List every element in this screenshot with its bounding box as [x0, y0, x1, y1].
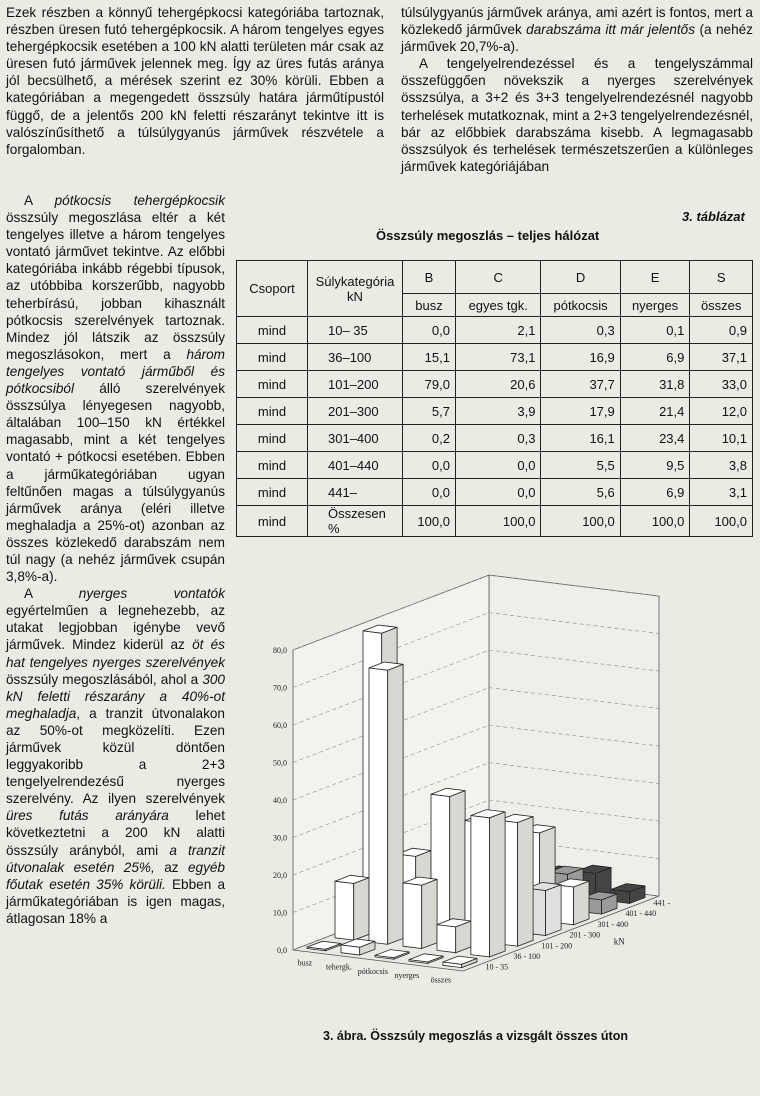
table-row — [237, 425, 753, 452]
cell-sulykategoria: 401–440 — [308, 452, 403, 479]
cell-csoport: mind — [237, 425, 308, 452]
y-tick-label: 50,0 — [273, 758, 287, 768]
header-csoport: Csoport — [237, 261, 308, 317]
cell-value: 9,5 — [620, 452, 690, 479]
data-table — [236, 260, 753, 537]
table-row — [237, 371, 753, 398]
cell-value: 20,6 — [455, 371, 540, 398]
cell-value: 0,0 — [403, 317, 456, 344]
bar-side — [518, 817, 534, 947]
depth-category-label: 441 - — [653, 898, 671, 908]
cell-value: 5,7 — [403, 398, 456, 425]
header-name: összes — [690, 294, 753, 317]
y-tick-label: 0,0 — [277, 946, 287, 955]
cell-sulykategoria: 441– — [308, 479, 403, 506]
cell-value: 12,0 — [690, 398, 753, 425]
italic-text: három tengelyes vontató járműből és pótkocsiból — [6, 346, 225, 397]
cell-value: 16,9 — [541, 344, 620, 371]
cell-value: 3,9 — [455, 398, 540, 425]
cell-value: 0,0 — [455, 452, 540, 479]
cell-sulykategoria: 101–200 — [308, 371, 403, 398]
table-row — [237, 344, 753, 371]
depth-category-label: 10 - 35 — [485, 962, 509, 972]
depth-category-label: 301 - 400 — [597, 919, 629, 929]
cell-value: 6,9 — [620, 479, 690, 506]
cell-value: 0,9 — [690, 317, 753, 344]
italic-text: 300 kN feletti részarány a 40%-ot meghaladja — [6, 671, 225, 721]
cell-value: 0,2 — [403, 425, 456, 452]
paragraph: A tengelyelrendezéssel és a tengelyszámmal összefüggően növekszik a nyerges szerelvények összsúlya, a 3+2 és 3+3 tengelyelrendezésnél nagyobb terhelések mutatkoznak, mint a 2+3 tengelyelrendezésnél, bár az előbbiek darabszáma kisebb. A legmagasabb összsúlyok és terhelések természetszerűen a különleges járművek kategóriájában — [401, 56, 753, 174]
cell-value: 0,0 — [403, 452, 456, 479]
cell-value: 16,1 — [541, 425, 620, 452]
table-body — [237, 317, 753, 537]
table-caption: 3. táblázat — [682, 209, 745, 224]
depth-category-label: 36 - 100 — [513, 952, 541, 961]
cell-sulykategoria: 10– 35 — [308, 317, 403, 344]
header-letter: S — [690, 261, 753, 294]
cell-value: 79,0 — [403, 371, 456, 398]
cell-value: 3,8 — [690, 452, 753, 479]
cell-value: 15,1 — [403, 344, 456, 371]
bar-side — [546, 885, 562, 936]
cell-csoport: mind — [237, 398, 308, 425]
figure-caption: 3. ábra. Összsúly megoszlás a vizsgált összes úton — [323, 1029, 628, 1043]
cell-value: 0,0 — [403, 479, 456, 506]
cell-value: 5,5 — [541, 452, 620, 479]
header-letter: C — [455, 261, 540, 294]
cell-value: 10,1 — [690, 425, 753, 452]
cell-value: 100,0 — [690, 506, 753, 537]
y-tick-label: 60,0 — [273, 721, 287, 730]
cell-value: 2,1 — [455, 317, 540, 344]
paragraph-potkocsis — [6, 192, 225, 585]
italic-text: üres futás arányára — [6, 808, 169, 824]
cell-value: 73,1 — [455, 344, 540, 371]
cell-csoport: mind — [237, 317, 308, 344]
text: A — [24, 193, 55, 208]
table-row — [237, 452, 753, 479]
table-row — [237, 398, 753, 425]
y-tick-label: 20,0 — [273, 871, 287, 880]
cell-value: 33,0 — [690, 371, 753, 398]
header-name: busz — [403, 294, 456, 317]
cell-value: 100,0 — [455, 506, 540, 537]
cell-csoport: mind — [237, 506, 308, 537]
bar-side — [354, 878, 369, 941]
table-row — [237, 317, 753, 344]
header-letter: E — [620, 261, 690, 294]
bar-side — [450, 791, 465, 938]
text: az — [154, 859, 188, 875]
text: , a tranzit útvonalakon az 50%-ot megközelíti. Ezen járművek közül döntően leggyakoribb a 2+3 tengelyelrendezésű nyerges szerelvény. Az ilyen szerelvények — [6, 705, 225, 807]
cell-value: 37,1 — [690, 344, 753, 371]
header-letter: B — [403, 261, 456, 294]
text: lehet következtetni a 200 kN alatti összsúly arányból, ami — [6, 808, 225, 858]
italic-text: pótkocsis tehergépkocsik — [54, 193, 225, 208]
paragraph-nyerges — [6, 585, 225, 927]
header-sulykategoria: Súlykategória kN — [308, 261, 403, 317]
text: álló szerelvények összsúlya lényegesen nagyobb, általában 100–150 kN értékkel magasabb, mint a két tengelyes vontató + pótkocsi esetében. Ebben a járműkategóriában ugyan feltűnően magas a túlsúlygyanús járművek aránya (eléri illetve meghaladja a 25%-ot) azonban az összes közlekedő darabszám nem túl nagy (a nehéz járművek csupán 3,8%-a). — [6, 381, 225, 585]
cell-value: 37,7 — [541, 371, 620, 398]
cell-csoport: mind — [237, 371, 308, 398]
cell-value: 6,9 — [620, 344, 690, 371]
italic-text: egyéb főutak esetén 35% körüli. — [6, 859, 225, 892]
x-category-label: tehergk. — [325, 962, 352, 972]
depth-category-label: 401 - 440 — [625, 909, 657, 919]
y-tick-label: 40,0 — [273, 796, 287, 805]
paragraph — [401, 4, 753, 55]
cell-sulykategoria: 201–300 — [308, 398, 403, 425]
y-tick-label: 10,0 — [273, 908, 287, 918]
cell-sulykategoria: Összesen % — [308, 506, 403, 537]
bar-side — [422, 879, 437, 948]
x-category-label: nyerges — [394, 971, 420, 981]
x-category-label: összes — [430, 975, 452, 985]
left-column-narrow — [6, 192, 225, 927]
cell-csoport: mind — [237, 344, 308, 371]
cell-value: 5,6 — [541, 479, 620, 506]
cell-csoport: mind — [237, 479, 308, 506]
cell-value: 0,3 — [455, 425, 540, 452]
header-letter: D — [541, 261, 620, 294]
cell-value: 21,4 — [620, 398, 690, 425]
paragraph: Ezek részben a könnyű tehergépkocsi kategóriába tartoznak, részben üresen futó tehergépkocsik. A három tengelyes egyes tehergépkocsik esetében a 100 kN alatti területen már csak az üresen futó járművek jelennek meg. Így az üres futás aránya jól becsülhető, a mérések szerint ez 30% körüli. Ebben a kategóriában a megengedett összsúly határa járműtípustól függő, de a jelentős 200 kN feletti részarányt tekintve itt is valószínűsíthető a túlsúlygyanús járművek részvétele a forgalomban. — [6, 5, 384, 157]
cell-sulykategoria: 301–400 — [308, 425, 403, 452]
text: Ebben a járműkategóriában is igen magas, átlagosan 18% a — [6, 876, 226, 926]
bar-side — [574, 881, 589, 925]
depth-category-label: 201 - 300 — [569, 930, 601, 940]
cell-value: 23,4 — [620, 425, 690, 452]
bar-front — [437, 925, 456, 953]
table-title: Összsúly megoszlás – teljes hálózat — [376, 228, 600, 243]
text: A — [24, 586, 79, 602]
bar-side — [490, 812, 506, 957]
header-name: pótkocsis — [541, 294, 620, 317]
cell-value: 0,3 — [541, 317, 620, 344]
depth-axis-label: kN — [613, 936, 625, 947]
cell-csoport: mind — [237, 452, 308, 479]
cell-value: 0,1 — [620, 317, 690, 344]
depth-category-label: 101 - 200 — [541, 941, 573, 951]
y-tick-label: 70,0 — [273, 683, 287, 693]
cell-value: 17,9 — [541, 398, 620, 425]
header-name: egyes tgk. — [455, 294, 540, 317]
table-row — [237, 479, 753, 506]
text: egyértelműen a legnehezebb, az utakat legjobban igénybe vevő járművek. Mindez kiderül az — [6, 603, 225, 653]
header-name: nyerges — [620, 294, 690, 317]
cell-value: 100,0 — [541, 506, 620, 537]
italic-text: a tranzit útvonalak esetén 25%, — [6, 842, 226, 875]
cell-sulykategoria: 36–100 — [308, 344, 403, 371]
text: összsúly megoszlása eltér a két tengelyes illetve a három tengelyes vontató járművet tekintve. Az előbbi kategóriába inkább régebbi típusok, az utóbbiba korszerűbb, nagyobb teherbírású, jobban kihasznált pótkocsis szerelvények tartoznak. Mindez jól látszik az összsúly megoszlásokon, mert a — [6, 210, 225, 362]
y-tick-label: 30,0 — [273, 833, 287, 843]
bar-front — [471, 816, 490, 957]
bar-front — [403, 883, 422, 949]
right-column-top — [401, 4, 753, 175]
bar-side — [388, 664, 403, 944]
text: túlsúlygyanús járművek aránya, ami azért is fontos, mert a közlekedő járművek — [401, 5, 753, 38]
cell-value: 100,0 — [403, 506, 456, 537]
x-category-label: pótkocsis — [357, 966, 389, 976]
bar-front — [369, 668, 388, 944]
cell-value: 3,1 — [690, 479, 753, 506]
italic-text: darabszáma itt már jelentős — [526, 22, 696, 38]
cell-value: 100,0 — [620, 506, 690, 537]
left-column-top — [6, 4, 384, 158]
cell-value: 31,8 — [620, 371, 690, 398]
bar-front — [335, 881, 354, 940]
italic-text: nyerges vontatók — [78, 586, 225, 602]
y-tick-label: 80,0 — [273, 646, 287, 655]
italic-text: öt és hat tengelyes nyerges szerelvények — [6, 637, 225, 670]
cell-value: 0,0 — [455, 479, 540, 506]
x-category-label: busz — [297, 958, 313, 968]
3d-bar-chart — [226, 512, 760, 1017]
table-header-row — [237, 261, 753, 294]
text: (a nehéz járművek 20,7%-a). — [401, 22, 753, 55]
text: összsúly megoszlásából, ahol a — [6, 671, 203, 687]
